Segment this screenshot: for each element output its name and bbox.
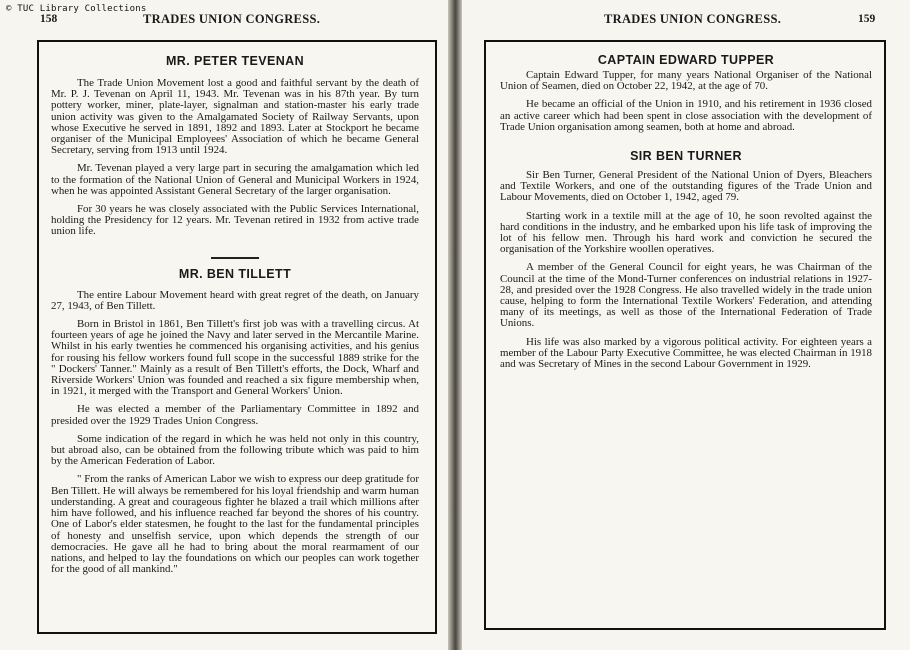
obituary-box-right (484, 40, 886, 630)
section-title: MR. PETER TEVENAN (165, 54, 305, 68)
paragraph: " From the ranks of American Labor we wish to express our deep gratitude for Ben Tillett. He will always be remembered for his loyal friendship and warm human understanding. A great and courageous fighter he blazed a trail which millions after him have followed, and his influence reached far beyond the shores of his country. One of Labor's elder statesmen, he fought to the last for the fundamental principles of honesty and unselfish service, upon which depends the strength of our democracies. He gave all he had to bring about the moral rearmament of our nations, and helped to lay the foundations on which our peoples can work together for the good of all mankind." (51, 473, 419, 576)
running-head: TRADES UNION CONGRESS. (143, 12, 321, 26)
obituary-box-left (37, 40, 437, 634)
paragraph: Some indication of the regard in which he was held not only in this country, but abroad also, can be obtained from the following tribute which was paid to him by the American Federation of Labor. (51, 432, 419, 468)
section-title: CAPTAIN EDWARD TUPPER (597, 53, 775, 67)
paragraph: His life was also marked by a vigorous political activity. For eighteen years a member of the Labour Party Executive Committee, he was elected Chairman in 1918 and was Secretary of Mines in the second Labour Government in 1929. (500, 335, 872, 371)
paragraph: Starting work in a textile mill at the age of 10, he soon revolted against the hard conditions in the industry, and he embarked upon his life task of improving the lot of his fellow men. Through his hard work and conviction he secured the organisation of the Yorkshire woollen operatives. (500, 209, 872, 256)
paragraph: For 30 years he was closely associated with the Public Services International, holding the Presidency for 12 years. Mr. Tevenan retired in 1932 from active trade union life. (51, 203, 419, 238)
page-number: 158 (40, 13, 58, 25)
book-gutter (448, 0, 462, 650)
section-title: SIR BEN TURNER (630, 149, 742, 164)
section-divider (211, 257, 259, 259)
section-title: MR. BEN TILLETT (178, 266, 292, 281)
paragraph: A member of the General Council for eight years, he was Chairman of the Council at the time of the Mond-Turner conferences on industrial relations in 1927-28, and presided over the 1928 Congress. He also travelled widely in the trade union cause, helping to form the International Textile Workers' Federation, and attending many of its meetings, as well as those of the International Federation of Trade Unions. (500, 261, 872, 330)
paragraph: Mr. Tevenan played a very large part in securing the amalgamation which led to the formation of the National Union of General and Municipal Workers in 1924, when he was appointed Assistant General Secretary of the larger organisation. (51, 162, 419, 197)
watermark: © TUC Library Collections (6, 4, 147, 14)
paragraph: Born in Bristol in 1861, Ben Tillett's first job was with a travelling circus. At fourteen years of age he joined the Navy and later served in the Mercantile Marine. Whilst in his early twenties he commenced his organising activities, and his genius for rousing his fellow workers found full scope in the successful 1889 strike for the " Dockers' Tanner." Mainly as a result of Ben Tillett's efforts, the Dock, Wharf and Riverside Workers' Union was founded and reached a six figure membership when, in 1921, it merged with the Transport and General Workers' Union. (51, 318, 419, 398)
paragraph: The entire Labour Movement heard with great regret of the death, on January 27, 1943, of Ben Tillett. (51, 288, 419, 312)
paragraph: Captain Edward Tupper, for many years National Organiser of the National Union of Seamen, died on October 22, 1942, at the age of 70. (500, 69, 872, 93)
left-page (0, 0, 448, 650)
page-number: 159 (858, 13, 876, 25)
paragraph: Sir Ben Turner, General President of the National Union of Dyers, Bleachers and Textile Workers, and one of the outstanding figures of the Trade Union and Labour Movements, died on October 1, 1942, aged 79. (500, 169, 872, 204)
paragraph: The Trade Union Movement lost a good and faithful servant by the death of Mr. P. J. Tevenan on April 11, 1943. Mr. Tevenan was in his 87th year. By turn pottery worker, miner, plate-layer, signalman and station-master his early trade union activity was given to the Amalgamated Society of Railway Servants, upon whose Executive he served in 1891, 1892 and 1893. Later at Stockport he became organiser of the Municipal Employees' Association of which he became General Secretary, serving from 1913 until 1924. (51, 77, 419, 157)
paragraph: He was elected a member of the Parliamentary Committee in 1892 and presided over the 1929 Trades Union Congress. (51, 403, 419, 427)
paragraph: He became an official of the Union in 1910, and his retirement in 1936 closed an active career which had been spent in close association with the development of Trade Union organisation among seamen, both at home and abroad. (500, 98, 872, 133)
running-head: TRADES UNION CONGRESS. (604, 12, 782, 26)
